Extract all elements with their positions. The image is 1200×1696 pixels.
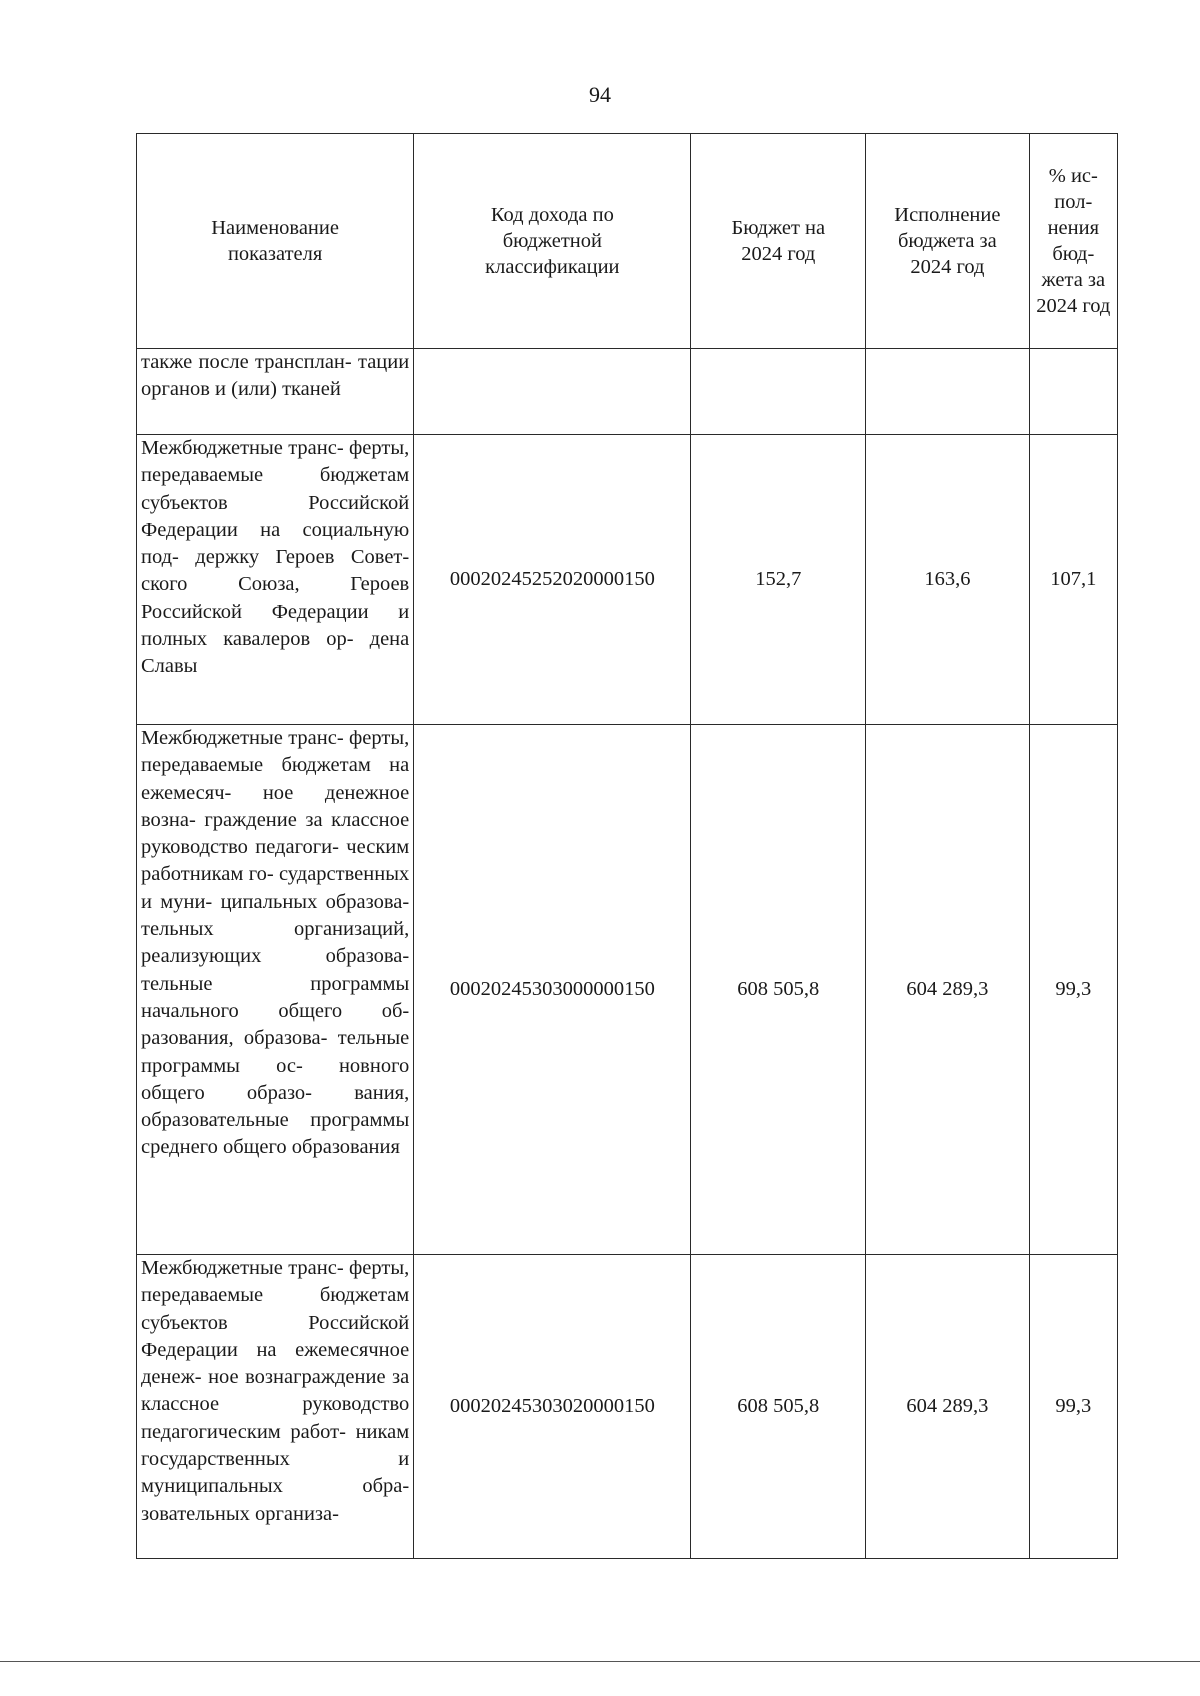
table-row xyxy=(137,435,1118,725)
page-number: 94 xyxy=(589,82,611,107)
row-execution: 604 289,3 xyxy=(866,1255,1030,1559)
header-code: Код дохода по бюджетной классификации xyxy=(414,134,691,349)
header-percent: % ис- пол- нения бюд- жета за 2024 год xyxy=(1029,134,1117,349)
row-percent: 99,3 xyxy=(1029,1255,1117,1559)
row-name: Межбюджетные транс- ферты, передаваемые бюджетам субъектов Российской Федерации на ежемесячное денеж- ное вознаграждение за классное руководство педагогическим работ- никам государственных и муниципальных обра- зовательных организа- xyxy=(137,1255,414,1559)
row-name: Межбюджетные транс- ферты, передаваемые бюджетам на ежемесяч- ное денежное возна- граждение за классное руководство педагоги- ческим работникам го- сударственных и муни- ципальных образова- тельных организаций, реализующих образова- тельные программы начального общего об- разования, образова- тельные программы ос- новного общего образо- вания, образовательные программы среднего общего образования xyxy=(137,725,414,1255)
row-budget: 608 505,8 xyxy=(691,1255,866,1559)
row-execution: 604 289,3 xyxy=(866,725,1030,1255)
row-name: Межбюджетные транс- ферты, передаваемые бюджетам субъектов Российской Федерации на социальную под- держку Героев Совет- ского Союза, Героев Российской Федерации и полных кавалеров ор- дена Славы xyxy=(137,435,414,725)
header-execution: Исполнение бюджета за 2024 год xyxy=(866,134,1030,349)
footer-rule xyxy=(0,1661,1200,1662)
table-row xyxy=(137,725,1118,1255)
row-percent xyxy=(1029,349,1117,435)
row-percent: 99,3 xyxy=(1029,725,1117,1255)
row-budget: 152,7 xyxy=(691,435,866,725)
table-row xyxy=(137,1255,1118,1559)
row-code: 00020245252020000150 xyxy=(414,435,691,725)
header-budget: Бюджет на 2024 год xyxy=(691,134,866,349)
budget-table xyxy=(136,133,1118,1559)
row-code: 00020245303020000150 xyxy=(414,1255,691,1559)
row-budget xyxy=(691,349,866,435)
row-execution: 163,6 xyxy=(866,435,1030,725)
table-header-row xyxy=(137,134,1118,349)
table-row xyxy=(137,349,1118,435)
row-execution xyxy=(866,349,1030,435)
row-percent: 107,1 xyxy=(1029,435,1117,725)
row-code xyxy=(414,349,691,435)
row-code: 00020245303000000150 xyxy=(414,725,691,1255)
header-name: Наименование показателя xyxy=(137,134,414,349)
row-budget: 608 505,8 xyxy=(691,725,866,1255)
row-name: также после трансплан- тации органов и (или) тканей xyxy=(137,349,414,435)
